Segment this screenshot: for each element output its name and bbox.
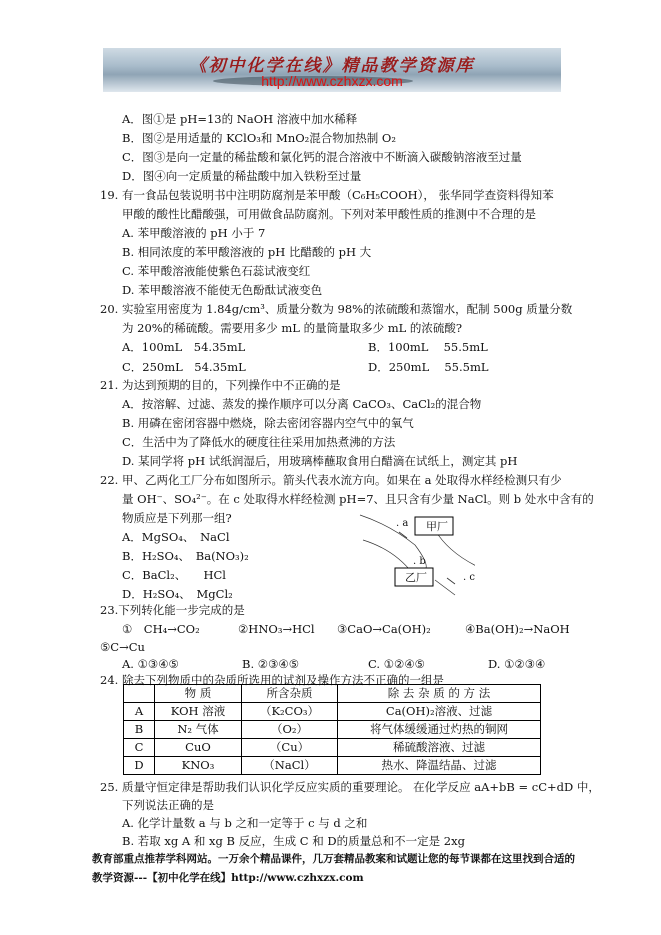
banner-url[interactable]: http://www.czhxzx.com — [261, 73, 403, 89]
banner-title: 《初中化学在线》精品教学资源库 — [189, 56, 475, 76]
table-header-row — [124, 685, 541, 703]
table-row — [124, 703, 541, 721]
q19-stem-cont: 甲酸的酸性比醋酸强，可用做食品防腐剂。下列对苯甲酸性质的推测中不合理的是 — [122, 207, 536, 221]
point-a-label: . a — [396, 518, 409, 529]
q18-option-b: B．图②是用适量的 KClO₃和 MnO₂混合物加热制 O₂ — [122, 131, 396, 145]
q21-option-b: B. 用磷在密闭容器中燃烧，除去密闭容器内空气中的氧气 — [122, 416, 414, 430]
q19-option-d: D. 苯甲酸溶液不能使无色酚酞试液变色 — [122, 283, 323, 297]
river-line-bottom — [435, 580, 455, 595]
q22-stem-cont: 量 OH⁻、SO₄²⁻。在 c 处取得水样经检测 pH=7、且只含有少量 NaCl。则 b 处水中含有的 — [122, 492, 594, 506]
q22-stem: 22. 甲、乙两化工厂分布如图所示。箭头代表水流方向。如果在 a 处取得水样经检测只有少 — [100, 473, 562, 487]
q21-option-c: C．生活中为了降低水的硬度往往采用加热煮沸的方法 — [122, 435, 396, 449]
q25-option-b: B. 若取 xg A 和 xg B 反应，生成 C 和 D的质量总和不一定是 2xg — [122, 834, 465, 848]
q23-stem: 23.下列转化能一步完成的是 — [100, 603, 245, 617]
table-cell: KOH 溶液 — [155, 703, 242, 721]
factory-jia-label: 甲厂 — [426, 520, 448, 533]
q22-option-d: D．H₂SO₄、 MgCl₂ — [122, 587, 233, 601]
q24-stem: 24. 除去下列物质中的杂质所选用的试剂及操作方法不正确的一组是 — [100, 673, 444, 687]
header-cell: 除 去 杂 质 的 方 法 — [338, 685, 541, 703]
q19-option-b: B. 相同浓度的苯甲酸溶液的 pH 比醋酸的 pH 大 — [122, 245, 372, 259]
header-cell — [124, 685, 155, 703]
arrow-a-to-b — [399, 532, 407, 538]
q20-option-c: C．250mL 54.35mL — [122, 360, 246, 374]
table-cell: 将气体缓缓通过灼热的铜网 — [338, 721, 541, 739]
q20-option-b: B．100mL 55.5mL — [368, 340, 488, 354]
q20-option-a: A．100mL 54.35mL — [122, 340, 246, 354]
q23-item-4: ④Ba(OH)₂→NaOH — [465, 622, 570, 636]
footer-line-1: 教育部重点推荐学科网站。一万余个精品课件，几万套精品教案和试题让您的每节课都在这里找到合适的 — [92, 853, 575, 865]
q23-option-c: C. ①②④⑤ — [368, 657, 425, 671]
q21-stem: 21. 为达到预期的目的，下列操作中不正确的是 — [100, 378, 341, 392]
q22-stem-cont2: 物质应是下列那一组? — [122, 511, 232, 525]
banner — [103, 48, 561, 92]
q19-option-c: C. 苯甲酸溶液能使紫色石蕊试液变红 — [122, 264, 311, 278]
header-cell: 物 质 — [155, 685, 242, 703]
q23-option-b: B. ②③④⑤ — [242, 657, 300, 671]
footer-line-2[interactable]: 教学资源---【初中化学在线】http://www.czhxzx.com — [92, 872, 364, 884]
table-row — [124, 757, 541, 775]
q25-stem-cont: 下列说法正确的是 — [122, 798, 214, 812]
q18-option-c: C．图③是向一定量的稀盐酸和氯化钙的混合溶液中不断滴入碳酸钠溶液至过量 — [122, 150, 522, 164]
table-cell: （O₂） — [242, 721, 338, 739]
point-c-label: . c — [463, 572, 475, 583]
point-b-label: . b — [413, 556, 426, 567]
table-cell: Ca(OH)₂溶液、过滤 — [338, 703, 541, 721]
q19-option-a: A. 苯甲酸溶液的 pH 小于 7 — [122, 226, 266, 240]
q20-option-d: D．250mL 55.5mL — [368, 360, 489, 374]
q18-option-d: D．图④向一定质量的稀盐酸中加入铁粉至过量 — [122, 169, 362, 183]
river-line-right — [435, 530, 475, 570]
q25-option-a: A. 化学计量数 a 与 b 之和一定等于 c 与 d 之和 — [122, 816, 368, 830]
q21-option-d: D. 某同学将 pH 试纸润湿后，用玻璃棒蘸取食用白醋滴在试纸上，测定其 pH — [122, 454, 518, 468]
q23-option-a: A. ①③④⑤ — [122, 657, 179, 671]
q23-option-d: D. ①②③④ — [488, 657, 546, 671]
q21-option-a: A．按溶解、过滤、蒸发的操作顺序可以分离 CaCO₃、CaCl₂的混合物 — [122, 397, 482, 411]
table-cell: （NaCl） — [242, 757, 338, 775]
q22-option-c: C．BaCl₂、 HCl — [122, 568, 226, 582]
table-cell: KNO₃ — [155, 757, 242, 775]
q25-stem: 25. 质量守恒定律是帮助我们认识化学反应实质的重要理论。 在化学反应 aA+bB = cC+dD 中， — [100, 780, 600, 794]
q24-table — [123, 684, 541, 775]
q19-stem: 19. 有一食品包装说明书中注明防腐剂是苯甲酸（C₆H₅COOH）， 张华同学查资料得知苯 — [100, 188, 554, 202]
q22-option-a: A．MgSO₄、 NaCl — [122, 530, 230, 544]
table-cell: CuO — [155, 739, 242, 757]
q20-stem: 20. 实验室用密度为 1.84g/cm³、质量分数为 98%的浓硫酸和蒸馏水，配制 500g 质量分数 — [100, 302, 573, 316]
factory-yi-label: 乙厂 — [405, 571, 427, 584]
table-cell: （K₂CO₃） — [242, 703, 338, 721]
table-row — [124, 739, 541, 757]
table-cell: A — [124, 703, 155, 721]
table-row — [124, 721, 541, 739]
table-cell: （Cu） — [242, 739, 338, 757]
q23-item-3: ③CaO→Ca(OH)₂ — [337, 622, 431, 636]
q20-stem-cont: 为 20%的稀硫酸。需要用多少 mL 的量筒量取多少 mL 的浓硫酸? — [122, 321, 463, 335]
arrow-b-to-c — [447, 578, 455, 584]
q23-item-5: ⑤C→Cu — [100, 640, 145, 654]
table-cell: B — [124, 721, 155, 739]
table-cell: 热水、降温结晶、过滤 — [338, 757, 541, 775]
q22-option-b: B．H₂SO₄、 Ba(NO₃)₂ — [122, 549, 249, 563]
q23-item-1: ① CH₄→CO₂ — [122, 622, 200, 636]
table-cell: 稀硫酸溶液、过滤 — [338, 739, 541, 757]
q18-option-a: A．图①是 pH=13的 NaOH 溶液中加水稀释 — [122, 112, 358, 126]
q23-item-2: ②HNO₃→HCl — [238, 622, 315, 636]
table-cell: N₂ 气体 — [155, 721, 242, 739]
header-cell: 所含杂质 — [242, 685, 338, 703]
table-cell: C — [124, 739, 155, 757]
table-cell: D — [124, 757, 155, 775]
